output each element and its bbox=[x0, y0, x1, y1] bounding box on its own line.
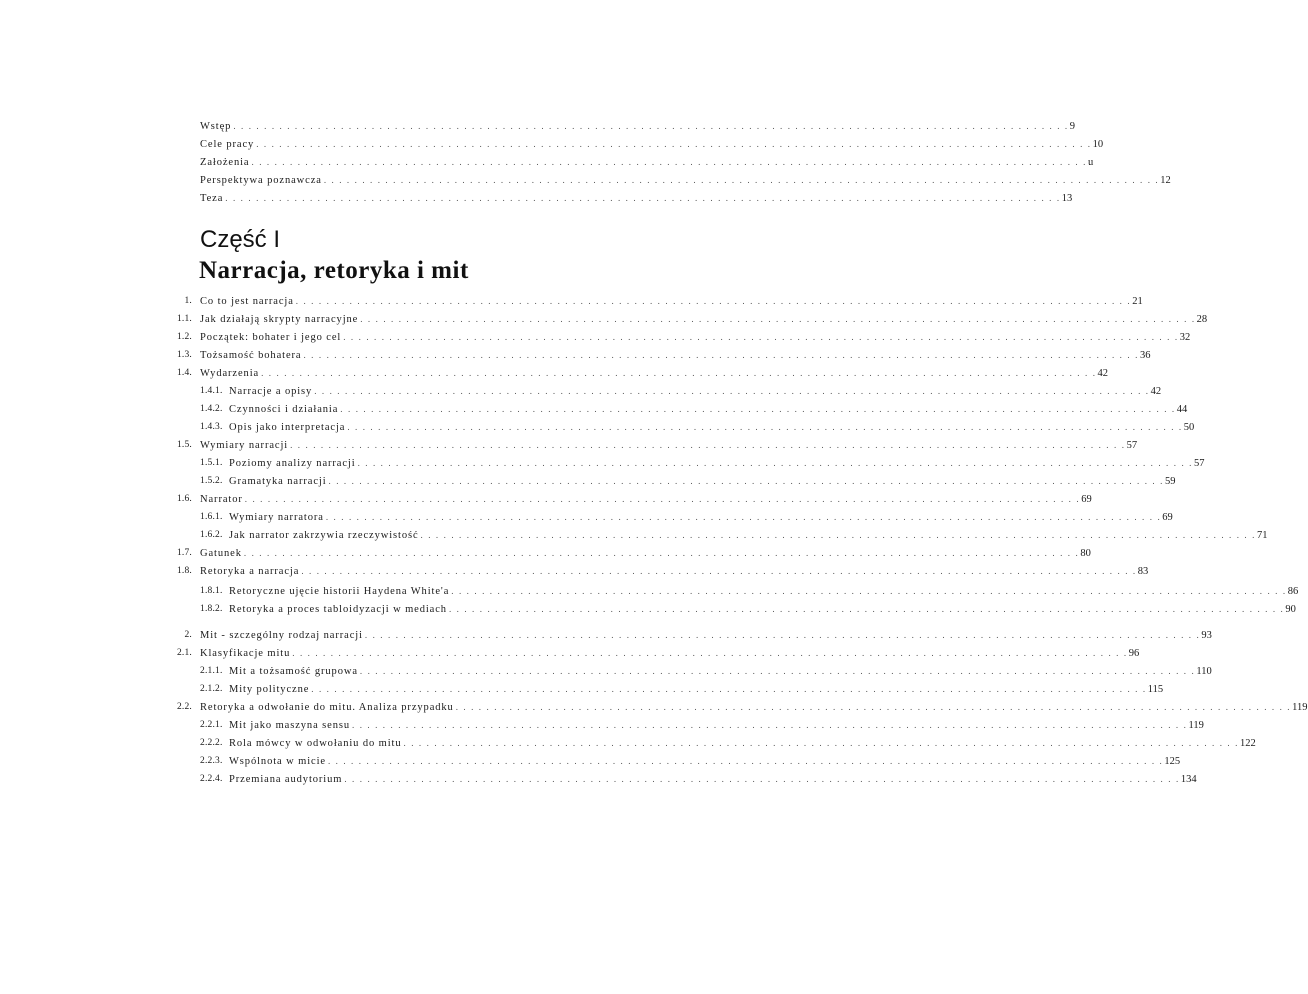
dot-leader: . . . . . . . . . . . . . . . . . . . . . . . . . . . . . . . . . . . . . . . . . . . . . . . . . . . . . . . . . . . . . . . . . . . . . . . . . . . . . . . . . . . . . . . . . . . . . . . . . . . . . . . . . . . . . bbox=[295, 296, 1132, 306]
dot-leader: . . . . . . . . . . . . . . . . . . . . . . . . . . . . . . . . . . . . . . . . . . . . . . . . . . . . . . . . . . . . . . . . . . . . . . . . . . . . . . . . . . . . . . . . . . . . . . . . . . . . . . . . . . . . . bbox=[290, 440, 1126, 450]
toc-entry bbox=[229, 754, 1181, 769]
dot-leader: . . . . . . . . . . . . . . . . . . . . . . . . . . . . . . . . . . . . . . . . . . . . . . . . . . . . . . . . . . . . . . . . . . . . . . . . . . . . . . . . . . . . . . . . . . . . . . . . . . . . . . . . . . . . . bbox=[301, 566, 1137, 576]
toc-entry bbox=[229, 510, 1173, 525]
toc-title: Cele pracy bbox=[200, 139, 255, 150]
section-number: 1.6.1. bbox=[200, 512, 223, 522]
page-number: 13 bbox=[1061, 193, 1073, 204]
page-number: 28 bbox=[1196, 314, 1208, 325]
page-number: 122 bbox=[1239, 738, 1256, 749]
toc-title: Narracje a opisy bbox=[229, 386, 313, 397]
page-number: 59 bbox=[1164, 476, 1176, 487]
page-number: 42 bbox=[1097, 368, 1109, 379]
dot-leader: . . . . . . . . . . . . . . . . . . . . . . . . . . . . . . . . . . . . . . . . . . . . . . . . . . . . . . . . . . . . . . . . . . . . . . . . . . . . . . . . . . . . . . . . . . . . . . . . . . . . . . . . . . . . . bbox=[325, 512, 1162, 522]
toc-entry bbox=[200, 294, 1143, 309]
dot-leader: . . . . . . . . . . . . . . . . . . . . . . . . . . . . . . . . . . . . . . . . . . . . . . . . . . . . . . . . . . . . . . . . . . . . . . . . . . . . . . . . . . . . . . . . . . . . . . . . . . . . . . . . . . . . . bbox=[328, 476, 1164, 486]
page-number: 10 bbox=[1092, 139, 1104, 150]
toc-title: Retoryczne ujęcie historii Haydena White'a bbox=[229, 586, 450, 597]
toc-entry bbox=[229, 682, 1164, 697]
toc-entry bbox=[229, 664, 1212, 679]
dot-leader: . . . . . . . . . . . . . . . . . . . . . . . . . . . . . . . . . . . . . . . . . . . . . . . . . . . . . . . . . . . . . . . . . . . . . . . . . . . . . . . . . . . . . . . . . . . . . . . . . . . . . . . . . . . . . bbox=[303, 350, 1139, 360]
section-number: 2.1.2. bbox=[200, 684, 223, 694]
section-number: 1.8.1. bbox=[200, 586, 223, 596]
toc-entry bbox=[229, 402, 1188, 417]
toc-title: Założenia bbox=[200, 157, 250, 168]
toc-title: Wydarzenia bbox=[200, 368, 260, 379]
page-number: 93 bbox=[1201, 630, 1212, 641]
section-number: 1.2. bbox=[176, 332, 192, 342]
toc-entry bbox=[229, 736, 1256, 751]
toc-title: Poziomy analizy narracji bbox=[229, 458, 356, 469]
dot-leader: . . . . . . . . . . . . . . . . . . . . . . . . . . . . . . . . . . . . . . . . . . . . . . . . . . . . . . . . . . . . . . . . . . . . . . . . . . . . . . . . . . . . . . . . . . . . . . . . . . . . . . . . . . . . . bbox=[420, 530, 1256, 540]
page-number: u bbox=[1087, 157, 1094, 168]
toc-entry bbox=[200, 646, 1140, 661]
toc-title: Klasyfikacje mitu bbox=[200, 648, 291, 659]
section-number: 1.4.3. bbox=[200, 422, 223, 432]
toc-entry bbox=[229, 718, 1204, 733]
dot-leader: . . . . . . . . . . . . . . . . . . . . . . . . . . . . . . . . . . . . . . . . . . . . . . . . . . . . . . . . . . . . . . . . . . . . . . . . . . . . . . . . . . . . . . . . . . . . . . . . . . . . . . . . . . . . . bbox=[292, 648, 1128, 658]
page-number: 119 bbox=[1292, 702, 1308, 713]
page-number: 110 bbox=[1196, 666, 1212, 677]
toc-title: Co to jest narracja bbox=[200, 296, 294, 307]
toc-entry bbox=[200, 492, 1092, 507]
page-number: 119 bbox=[1188, 720, 1204, 731]
section-number: 1.8.2. bbox=[200, 604, 223, 614]
toc-title: Teza bbox=[200, 193, 224, 204]
intro-entry bbox=[200, 191, 1073, 206]
dot-leader: . . . . . . . . . . . . . . . . . . . . . . . . . . . . . . . . . . . . . . . . . . . . . . . . . . . . . . . . . . . . . . . . . . . . . . . . . . . . . . . . . . . . . . . . . . . . . . . . . . . . . . . . . . . . . bbox=[455, 702, 1292, 712]
toc-entry bbox=[200, 438, 1138, 453]
dot-leader: . . . . . . . . . . . . . . . . . . . . . . . . . . . . . . . . . . . . . . . . . . . . . . . . . . . . . . . . . . . . . . . . . . . . . . . . . . . . . . . . . . . . . . . . . . . . . . . . . . . . . . . . . . . . . bbox=[327, 756, 1164, 766]
page-number: 44 bbox=[1176, 404, 1188, 415]
page-number: 42 bbox=[1150, 386, 1162, 397]
section-number: 2.2. bbox=[176, 702, 192, 712]
toc-title: Mit - szczególny rodzaj narracji bbox=[200, 630, 363, 641]
page-number: 80 bbox=[1080, 548, 1091, 559]
page-number: 71 bbox=[1256, 530, 1268, 541]
dot-leader: . . . . . . . . . . . . . . . . . . . . . . . . . . . . . . . . . . . . . . . . . . . . . . . . . . . . . . . . . . . . . . . . . . . . . . . . . . . . . . . . . . . . . . . . . . . . . . . . . . . . . . . . . . . . . bbox=[323, 175, 1160, 185]
dot-leader: . . . . . . . . . . . . . . . . . . . . . . . . . . . . . . . . . . . . . . . . . . . . . . . . . . . . . . . . . . . . . . . . . . . . . . . . . . . . . . . . . . . . . . . . . . . . . . . . . . . . . . . . . . . . . bbox=[359, 666, 1196, 676]
section-number: 1.4.2. bbox=[200, 404, 223, 414]
section-number: 1.5.2. bbox=[200, 476, 223, 486]
toc-title: Początek: bohater i jego cel bbox=[200, 332, 342, 343]
toc-title: Retoryka a proces tabloidyzacji w mediach bbox=[229, 604, 447, 615]
dot-leader: . . . . . . . . . . . . . . . . . . . . . . . . . . . . . . . . . . . . . . . . . . . . . . . . . . . . . . . . . . . . . . . . . . . . . . . . . . . . . . . . . . . . . . . . . . . . . . . . . . . . . . . . . . . . . bbox=[451, 586, 1287, 596]
section-number: 1.4. bbox=[176, 368, 192, 378]
toc-title: Wymiary narratora bbox=[229, 512, 324, 523]
section-number: 2.1.1. bbox=[200, 666, 223, 676]
section-number: 2.1. bbox=[176, 648, 192, 658]
dot-leader: . . . . . . . . . . . . . . . . . . . . . . . . . . . . . . . . . . . . . . . . . . . . . . . . . . . . . . . . . . . . . . . . . . . . . . . . . . . . . . . . . . . . . . . . . . . . . . . . . . . . . . . . . . . . . bbox=[314, 386, 1150, 396]
page-number: 96 bbox=[1128, 648, 1140, 659]
toc-title: Wspólnota w micie bbox=[229, 756, 326, 767]
section-number: 2.2.2. bbox=[200, 738, 223, 748]
toc-entry bbox=[229, 584, 1299, 599]
toc-title: Perspektywa poznawcza bbox=[200, 175, 322, 186]
dot-leader: . . . . . . . . . . . . . . . . . . . . . . . . . . . . . . . . . . . . . . . . . . . . . . . . . . . . . . . . . . . . . . . . . . . . . . . . . . . . . . . . . . . . . . . . . . . . . . . . . . . . . . . . . . . . . bbox=[403, 738, 1239, 748]
intro-entry bbox=[200, 137, 1104, 152]
toc-entry bbox=[229, 602, 1296, 617]
page-number: 83 bbox=[1137, 566, 1149, 577]
page-number: 86 bbox=[1287, 586, 1299, 597]
toc-entry bbox=[200, 348, 1151, 363]
dot-leader: . . . . . . . . . . . . . . . . . . . . . . . . . . . . . . . . . . . . . . . . . . . . . . . . . . . . . . . . . . . . . . . . . . . . . . . . . . . . . . . . . . . . . . . . . . . . . . . . . . . . . . . . . . . . . bbox=[261, 368, 1097, 378]
dot-leader: . . . . . . . . . . . . . . . . . . . . . . . . . . . . . . . . . . . . . . . . . . . . . . . . . . . . . . . . . . . . . . . . . . . . . . . . . . . . . . . . . . . . . . . . . . . . . . . . . . . . . . . . . . . . . bbox=[352, 720, 1188, 730]
toc-entry bbox=[200, 366, 1109, 381]
section-number: 2.2.1. bbox=[200, 720, 223, 730]
page-number: 57 bbox=[1194, 458, 1205, 469]
toc-title: Jak narrator zakrzywia rzeczywistość bbox=[229, 530, 419, 541]
toc-title: Jak działają skrypty narracyjne bbox=[200, 314, 359, 325]
toc-title: Gatunek bbox=[200, 548, 242, 559]
section-number: 1.1. bbox=[176, 314, 192, 324]
section-number: 1.8. bbox=[176, 566, 192, 576]
toc-entry bbox=[200, 700, 1308, 715]
section-number: 1.6. bbox=[176, 494, 192, 504]
page-number: 21 bbox=[1132, 296, 1143, 307]
page-number: 125 bbox=[1164, 756, 1181, 767]
page-number: 57 bbox=[1126, 440, 1138, 451]
toc-entry bbox=[229, 456, 1205, 471]
toc-title: Retoryka a odwołanie do mitu. Analiza przypadku bbox=[200, 702, 454, 713]
toc-title: Opis jako interpretacja bbox=[229, 422, 346, 433]
dot-leader: . . . . . . . . . . . . . . . . . . . . . . . . . . . . . . . . . . . . . . . . . . . . . . . . . . . . . . . . . . . . . . . . . . . . . . . . . . . . . . . . . . . . . . . . . . . . . . . . . . . . . . . . . . . . . bbox=[360, 314, 1196, 324]
toc-title: Gramatyka narracji bbox=[229, 476, 327, 487]
dot-leader: . . . . . . . . . . . . . . . . . . . . . . . . . . . . . . . . . . . . . . . . . . . . . . . . . . . . . . . . . . . . . . . . . . . . . . . . . . . . . . . . . . . . . . . . . . . . . . . . . . . . . . . . . . . . . bbox=[225, 193, 1061, 203]
page-number: 12 bbox=[1160, 175, 1171, 186]
intro-entry bbox=[200, 119, 1076, 134]
dot-leader: . . . . . . . . . . . . . . . . . . . . . . . . . . . . . . . . . . . . . . . . . . . . . . . . . . . . . . . . . . . . . . . . . . . . . . . . . . . . . . . . . . . . . . . . . . . . . . . . . . . . . . . . . . . . . bbox=[344, 774, 1180, 784]
toc-title: Mit a tożsamość grupowa bbox=[229, 666, 358, 677]
toc-entry bbox=[229, 528, 1268, 543]
toc-entry bbox=[229, 474, 1176, 489]
toc-entry bbox=[229, 420, 1195, 435]
section-number: 1. bbox=[184, 296, 192, 306]
part-title: Narracja, retoryka i mit bbox=[199, 257, 469, 284]
section-number: 1.5.1. bbox=[200, 458, 223, 468]
part-label: Część I bbox=[200, 226, 281, 253]
dot-leader: . . . . . . . . . . . . . . . . . . . . . . . . . . . . . . . . . . . . . . . . . . . . . . . . . . . . . . . . . . . . . . . . . . . . . . . . . . . . . . . . . . . . . . . . . . . . . . . . . . . . . . . . . . . . . bbox=[357, 458, 1194, 468]
page-number: 115 bbox=[1147, 684, 1164, 695]
dot-leader: . . . . . . . . . . . . . . . . . . . . . . . . . . . . . . . . . . . . . . . . . . . . . . . . . . . . . . . . . . . . . . . . . . . . . . . . . . . . . . . . . . . . . . . . . . . . . . . . . . . . . . . . . . . . . bbox=[244, 494, 1081, 504]
page-number: 36 bbox=[1139, 350, 1151, 361]
intro-entry bbox=[200, 173, 1171, 188]
dot-leader: . . . . . . . . . . . . . . . . . . . . . . . . . . . . . . . . . . . . . . . . . . . . . . . . . . . . . . . . . . . . . . . . . . . . . . . . . . . . . . . . . . . . . . . . . . . . . . . . . . . . . . . . . . . . . bbox=[311, 684, 1147, 694]
section-number: 2.2.3. bbox=[200, 756, 223, 766]
intro-entry bbox=[200, 155, 1094, 170]
page-number: 69 bbox=[1162, 512, 1173, 523]
toc-entry bbox=[200, 330, 1191, 345]
dot-leader: . . . . . . . . . . . . . . . . . . . . . . . . . . . . . . . . . . . . . . . . . . . . . . . . . . . . . . . . . . . . . . . . . . . . . . . . . . . . . . . . . . . . . . . . . . . . . . . . . . . . . . . . . . . . . bbox=[364, 630, 1201, 640]
dot-leader: . . . . . . . . . . . . . . . . . . . . . . . . . . . . . . . . . . . . . . . . . . . . . . . . . . . . . . . . . . . . . . . . . . . . . . . . . . . . . . . . . . . . . . . . . . . . . . . . . . . . . . . . . . . . . bbox=[343, 332, 1179, 342]
toc-title: Narrator bbox=[200, 494, 243, 505]
toc-title: Mity polityczne bbox=[229, 684, 310, 695]
toc-entry bbox=[200, 546, 1091, 561]
page-number: 50 bbox=[1183, 422, 1195, 433]
section-number: 1.7. bbox=[176, 548, 192, 558]
page-number: 90 bbox=[1285, 604, 1296, 615]
toc-title: Wymiary narracji bbox=[200, 440, 289, 451]
toc-entry bbox=[200, 312, 1208, 327]
dot-leader: . . . . . . . . . . . . . . . . . . . . . . . . . . . . . . . . . . . . . . . . . . . . . . . . . . . . . . . . . . . . . . . . . . . . . . . . . . . . . . . . . . . . . . . . . . . . . . . . . . . . . . . . . . . . . bbox=[233, 121, 1069, 131]
section-number: 2. bbox=[184, 630, 192, 640]
toc-title: Tożsamość bohatera bbox=[200, 350, 302, 361]
toc-title: Retoryka a narracja bbox=[200, 566, 300, 577]
toc-title: Przemiana audytorium bbox=[229, 774, 343, 785]
toc-title: Rola mówcy w odwołaniu do mitu bbox=[229, 738, 402, 749]
toc-title: Wstęp bbox=[200, 121, 232, 132]
dot-leader: . . . . . . . . . . . . . . . . . . . . . . . . . . . . . . . . . . . . . . . . . . . . . . . . . . . . . . . . . . . . . . . . . . . . . . . . . . . . . . . . . . . . . . . . . . . . . . . . . . . . . . . . . . . . . bbox=[256, 139, 1092, 149]
dot-leader: . . . . . . . . . . . . . . . . . . . . . . . . . . . . . . . . . . . . . . . . . . . . . . . . . . . . . . . . . . . . . . . . . . . . . . . . . . . . . . . . . . . . . . . . . . . . . . . . . . . . . . . . . . . . . bbox=[251, 157, 1087, 167]
dot-leader: . . . . . . . . . . . . . . . . . . . . . . . . . . . . . . . . . . . . . . . . . . . . . . . . . . . . . . . . . . . . . . . . . . . . . . . . . . . . . . . . . . . . . . . . . . . . . . . . . . . . . . . . . . . . . bbox=[243, 548, 1080, 558]
toc-title: Mit jako maszyna sensu bbox=[229, 720, 350, 731]
section-number: 2.2.4. bbox=[200, 774, 223, 784]
dot-leader: . . . . . . . . . . . . . . . . . . . . . . . . . . . . . . . . . . . . . . . . . . . . . . . . . . . . . . . . . . . . . . . . . . . . . . . . . . . . . . . . . . . . . . . . . . . . . . . . . . . . . . . . . . . . . bbox=[347, 422, 1183, 432]
page-number: 32 bbox=[1179, 332, 1191, 343]
page-number: 9 bbox=[1069, 121, 1076, 132]
toc-entry bbox=[229, 384, 1162, 399]
page-number: 69 bbox=[1081, 494, 1092, 505]
dot-leader: . . . . . . . . . . . . . . . . . . . . . . . . . . . . . . . . . . . . . . . . . . . . . . . . . . . . . . . . . . . . . . . . . . . . . . . . . . . . . . . . . . . . . . . . . . . . . . . . . . . . . . . . . . . . . bbox=[340, 404, 1176, 414]
toc-entry bbox=[200, 564, 1149, 579]
dot-leader: . . . . . . . . . . . . . . . . . . . . . . . . . . . . . . . . . . . . . . . . . . . . . . . . . . . . . . . . . . . . . . . . . . . . . . . . . . . . . . . . . . . . . . . . . . . . . . . . . . . . . . . . . . . . . bbox=[448, 604, 1285, 614]
toc-entry bbox=[200, 628, 1212, 643]
section-number: 1.4.1. bbox=[200, 386, 223, 396]
toc-entry bbox=[229, 772, 1197, 787]
section-number: 1.6.2. bbox=[200, 530, 223, 540]
page-number: 134 bbox=[1180, 774, 1197, 785]
toc-title: Czynności i działania bbox=[229, 404, 339, 415]
section-number: 1.3. bbox=[176, 350, 192, 360]
section-number: 1.5. bbox=[176, 440, 192, 450]
